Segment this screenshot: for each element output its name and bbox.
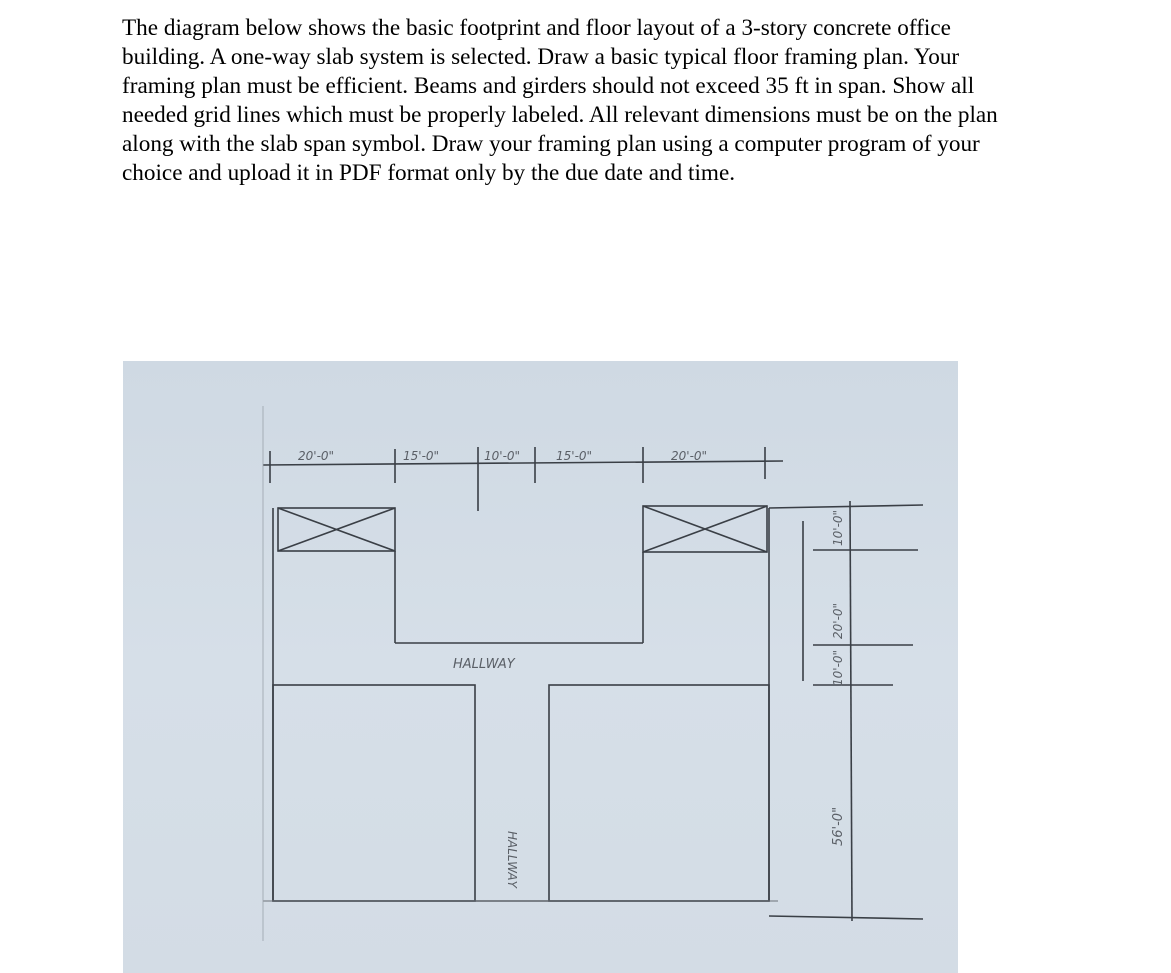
office-left bbox=[273, 685, 475, 901]
floor-plan-sketch bbox=[123, 361, 958, 973]
problem-statement: The diagram below shows the basic footprint and floor layout of a 3-story concrete office building. A one-way slab system is selected. Draw a basic typical floor framing plan. Your framing plan must be efficient. Beams and girders should not exceed 35 ft in span. Show all needed grid lines which must be properly labeled. All relevant dimensions must be on the plan along with the slab span symbol. Draw your framing plan using a computer program of your choice and upload it in PDF format only by the due date and time. bbox=[122, 15, 998, 186]
dim-15ft-right: 15'-0" bbox=[556, 449, 593, 463]
dim-10ft: 10'-0" bbox=[484, 449, 521, 463]
building-outline bbox=[273, 508, 769, 901]
dim-20ft-left: 20'-0" bbox=[298, 449, 335, 463]
dim-10ft-bottom: 10'-0" bbox=[831, 649, 845, 686]
dim-56ft-overall: 56'-0" bbox=[831, 806, 846, 846]
dim-20ft-middle: 20'-0" bbox=[831, 602, 845, 639]
hallway-label-vertical: HALLWAY bbox=[505, 831, 519, 888]
dim-20ft-right: 20'-0" bbox=[671, 449, 708, 463]
dim-15ft-left: 15'-0" bbox=[403, 449, 440, 463]
office-right bbox=[549, 685, 769, 901]
right-dimension-line bbox=[850, 501, 852, 921]
hallway-label-horizontal: HALLWAY bbox=[453, 657, 515, 672]
dim-10ft-top: 10'-0" bbox=[831, 509, 845, 546]
floor-plan-drawing bbox=[123, 361, 958, 973]
